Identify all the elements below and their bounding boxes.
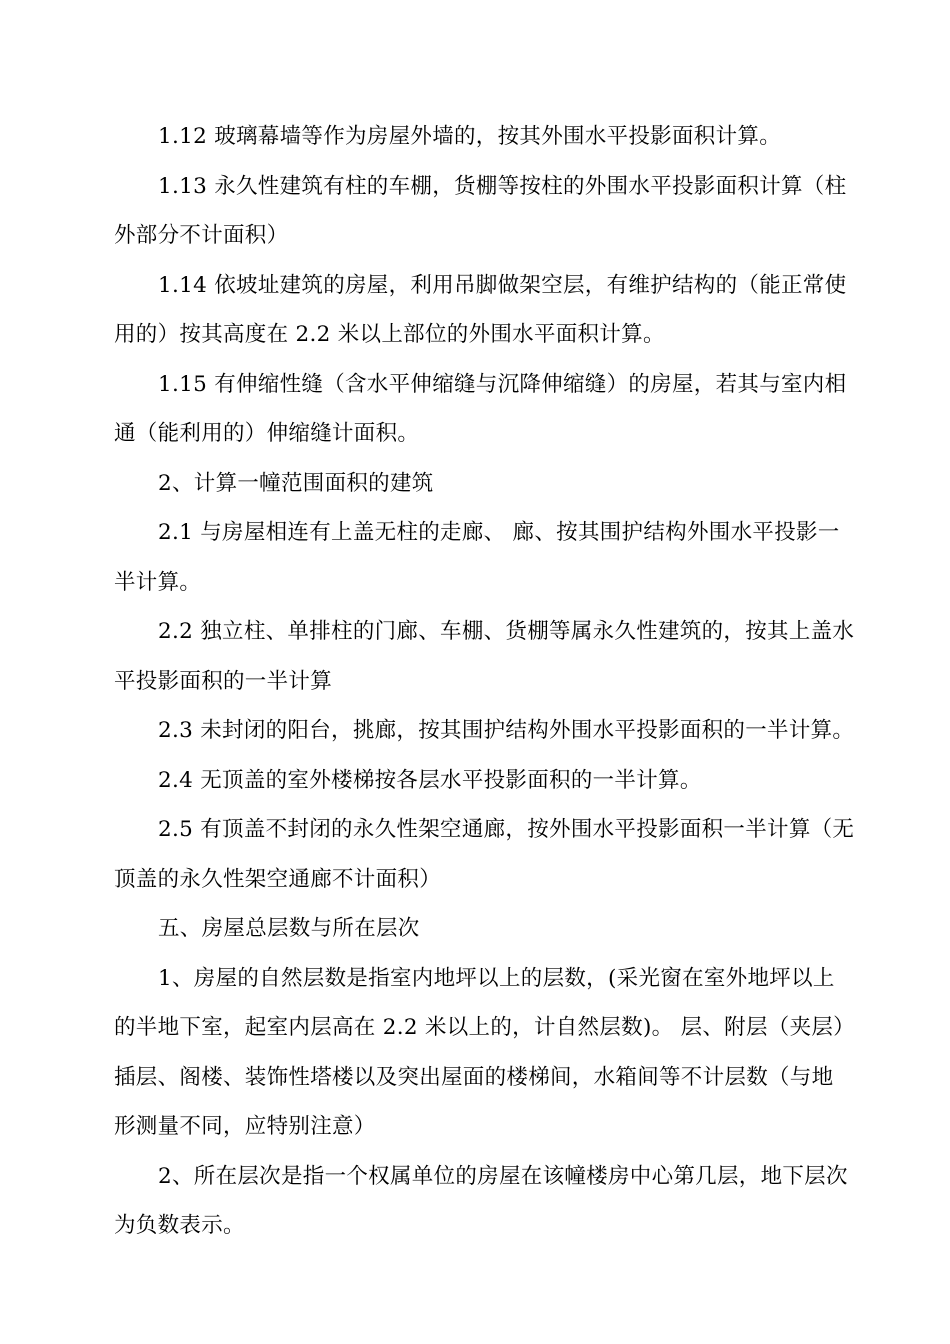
text-line: 2、所在层次是指一个权属单位的房屋在该幢楼房中心第几层，地下层次 xyxy=(158,1163,848,1189)
text-line: 用的）按其高度在 2.2 米以上部位的外围水平面积计算。 xyxy=(114,322,665,347)
paragraph-2-2 xyxy=(114,607,860,706)
text-line: 1、房屋的自然层数是指室内地坪以上的层数，(采光窗在室外地坪以上 xyxy=(158,965,835,991)
text-line: 2.3 未封闭的阳台，挑廊，按其围护结构外围水平投影面积的一半计算。 xyxy=(158,718,855,743)
paragraph-2-3 xyxy=(114,706,860,756)
text-line: 平投影面积的一半计算 xyxy=(114,668,333,694)
text-line: 2、计算一幢范围面积的建筑 xyxy=(158,470,434,496)
text-line: 1.12 玻璃幕墙等作为房屋外墙的，按其外围水平投影面积计算。 xyxy=(158,124,782,149)
paragraph-1-14 xyxy=(114,261,860,360)
text-line: 1.14 依坡址建筑的房屋，利用吊脚做架空层，有维护结构的（能正常使 xyxy=(158,272,847,298)
paragraph-1-13 xyxy=(114,162,860,261)
paragraph-1-15 xyxy=(114,360,860,459)
text-line: 的半地下室，起室内层高在 2.2 米以上的，计自然层数)。 层、附层（夹层） xyxy=(114,1015,855,1040)
text-line: 半计算。 xyxy=(114,569,202,595)
text-line: 2.5 有顶盖不封闭的永久性架空通廊，按外围水平投影面积一半计算（无 xyxy=(158,817,855,842)
text-line: 形测量不同，应特别注意） xyxy=(114,1114,376,1139)
text-line: 为负数表示。 xyxy=(114,1213,245,1238)
document-body xyxy=(114,112,860,1251)
text-line: 2.2 独立柱、单排柱的门廊、车棚、货棚等属永久性建筑的，按其上盖水 xyxy=(158,619,855,644)
paragraph-2-5 xyxy=(114,805,860,904)
paragraph-5-2 xyxy=(114,1152,860,1251)
text-line: 2.4 无顶盖的室外楼梯按各层水平投影面积的一半计算。 xyxy=(158,767,702,793)
paragraph-5-1 xyxy=(114,954,860,1152)
text-line: 2.1 与房屋相连有上盖无柱的走廊、 廊、按其围护结构外围水平投影一 xyxy=(158,520,840,545)
text-line: 五、房屋总层数与所在层次 xyxy=(158,916,420,941)
text-line: 插层、阁楼、装饰性塔楼以及突出屋面的楼梯间，水箱间等不计层数（与地 xyxy=(114,1064,834,1090)
text-line: 顶盖的永久性架空通廊不计面积） xyxy=(114,866,442,892)
text-line: 1.13 永久性建筑有柱的车棚，货棚等按柱的外围水平投影面积计算（柱 xyxy=(158,173,847,199)
paragraph-1-12 xyxy=(114,112,860,162)
paragraph-2-1 xyxy=(114,508,860,607)
section-heading-5 xyxy=(114,904,860,954)
paragraph-2-4 xyxy=(114,756,860,806)
text-line: 外部分不计面积） xyxy=(114,223,289,248)
text-line: 1.15 有伸缩性缝（含水平伸缩缝与沉降伸缩缝）的房屋，若其与室内相 xyxy=(158,371,847,397)
text-line: 通（能利用的）伸缩缝计面积。 xyxy=(114,421,420,446)
section-heading-2 xyxy=(114,459,860,509)
